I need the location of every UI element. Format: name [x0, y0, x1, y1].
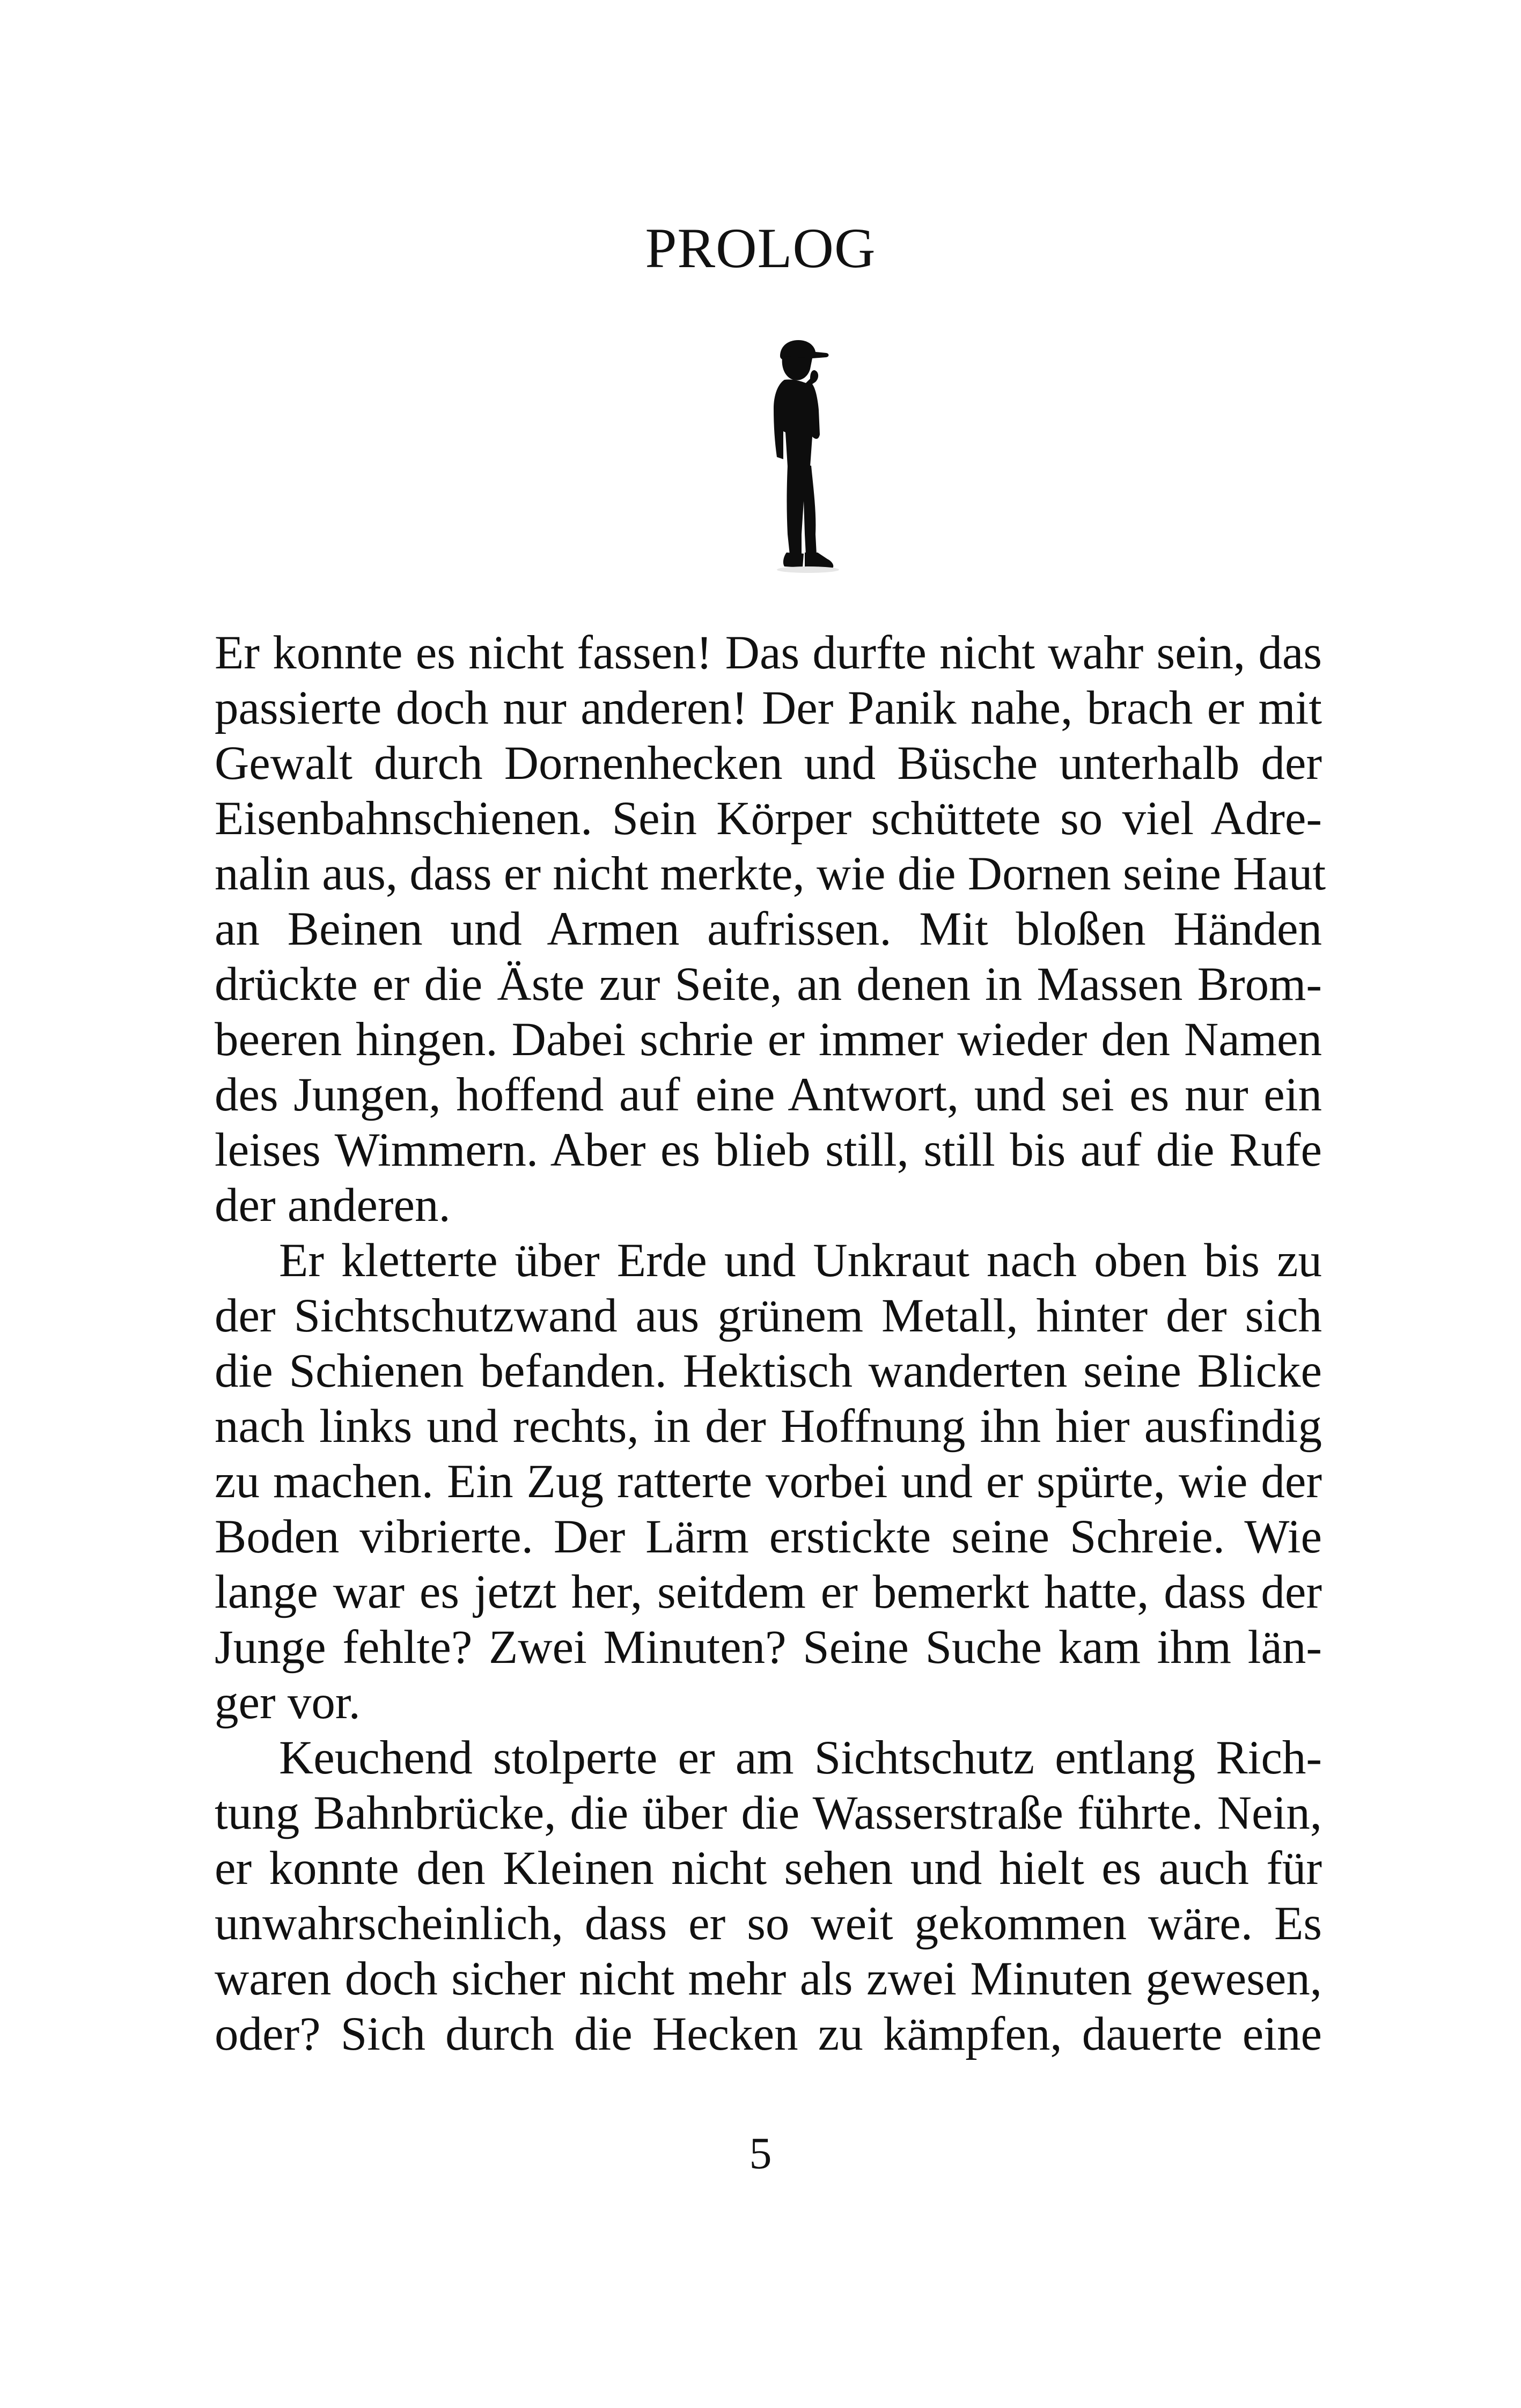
text-line: tung Bahnbrücke, die über die Wasserstraße führte. Nein,	[215, 1787, 1322, 1839]
text-line: beeren hingen. Dabei schrie er immer wieder den Namen	[215, 1013, 1322, 1066]
text-line: Er konnte es nicht fassen! Das durfte nicht wahr sein, das	[215, 627, 1322, 679]
text-line: Er kletterte über Erde und Unkraut nach oben bis zu	[279, 1234, 1322, 1287]
text-line: waren doch sicher nicht mehr als zwei Minuten gewesen,	[215, 1953, 1322, 2005]
text-line: drückte er die Äste zur Seite, an denen in Massen Brom-	[215, 958, 1322, 1011]
text-line: nalin aus, dass er nicht merkte, wie die Dornen seine Haut	[215, 848, 1326, 900]
text-line: die Schienen befanden. Hektisch wanderten seine Blicke	[215, 1345, 1322, 1397]
paragraph	[215, 625, 1326, 1233]
paragraph	[215, 1233, 1322, 1730]
body-text	[215, 625, 1326, 2062]
paragraph	[215, 1730, 1322, 2062]
text-line: er konnte den Kleinen nicht sehen und hielt es auch für	[215, 1842, 1322, 1895]
text-line: Junge fehlte? Zwei Minuten? Seine Suche kam ihm län-	[215, 1621, 1322, 1674]
text-line: Keuchend stolperte er am Sichtschutz entlang Rich-	[279, 1732, 1322, 1784]
chapter-title: PROLOG	[645, 217, 876, 279]
text-line: zu machen. Ein Zug ratterte vorbei und er spürte, wie der	[215, 1455, 1322, 1508]
text-line: der anderen.	[215, 1179, 451, 1232]
text-line: an Beinen und Armen aufrissen. Mit bloßen Händen	[215, 903, 1322, 955]
text-line: Gewalt durch Dornenhecken und Büsche unterhalb der	[215, 737, 1322, 790]
text-line: lange war es jetzt her, seitdem er bemerkt hatte, dass der	[215, 1566, 1322, 1618]
text-line: des Jungen, hoffend auf eine Antwort, und sei es nur ein	[215, 1069, 1322, 1121]
page-number: 5	[749, 2129, 772, 2178]
text-line: der Sichtschutzwand aus grünem Metall, hinter der sich	[215, 1290, 1322, 1342]
text-line: Boden vibrierte. Der Lärm erstickte seine Schreie. Wie	[215, 1511, 1322, 1563]
text-line: oder? Sich durch die Hecken zu kämpfen, dauerte eine	[215, 2008, 1322, 2060]
text-line: nach links und rechts, in der Hoffnung ihn hier ausfindig	[215, 1400, 1322, 1453]
child-silhouette-icon	[752, 335, 843, 576]
text-line: Eisenbahnschienen. Sein Körper schüttete so viel Adre-	[215, 792, 1322, 845]
text-line: leises Wimmern. Aber es blieb still, still bis auf die Rufe	[215, 1124, 1322, 1176]
text-line: ger vor.	[215, 1676, 361, 1729]
text-line: passierte doch nur anderen! Der Panik nahe, brach er mit	[215, 682, 1322, 734]
text-line: unwahrscheinlich, dass er so weit gekommen wäre. Es	[215, 1897, 1322, 1950]
